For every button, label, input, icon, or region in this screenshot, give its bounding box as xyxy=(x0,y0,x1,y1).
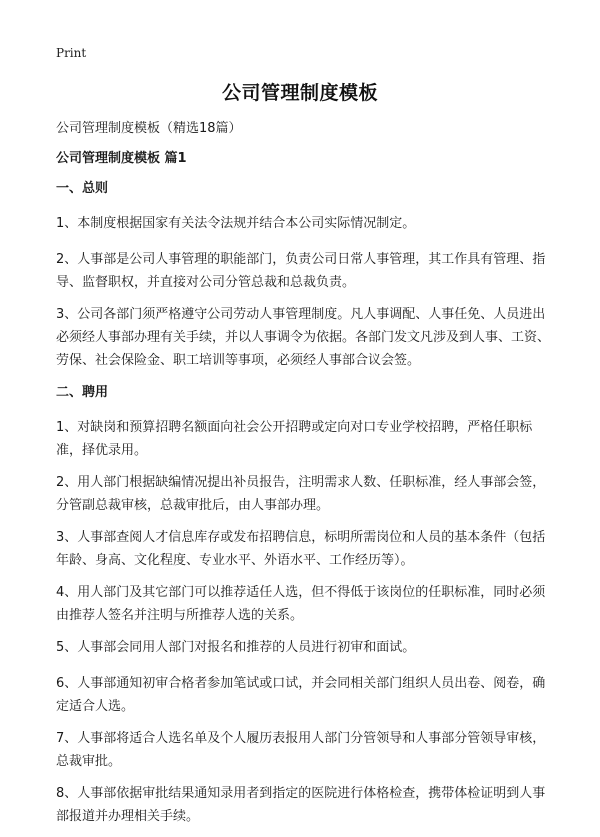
document-subtitle: 公司管理制度模板（精选18篇） xyxy=(56,121,242,136)
paragraph: 1、对缺岗和预算招聘名额面向社会公开招聘或定向对口专业学校招聘，严格任职标准，择优录用。 xyxy=(56,420,533,458)
section-heading-hiring: 二、聘用 xyxy=(56,385,109,400)
paragraph: 8、人事部依据审批结果通知录用者到指定的医院进行体格检查，携带体检证明到人事部报道并办理相关手续。 xyxy=(56,786,546,824)
page-title: 公司管理制度模板 xyxy=(221,82,378,104)
paragraph: 2、用人部门根据缺编情况提出补员报告，注明需求人数、任职标准，经人事部会签，分管副总裁审核，总裁审批后，由人事部办理。 xyxy=(56,475,546,513)
paragraph: 3、公司各部门须严格遵守公司劳动人事管理制度。凡人事调配、人事任免、人员进出必须经人事部办理有关手续，并以人事调令为依据。各部门发文凡涉及到人事、工资、劳保、社会保险金、职工培训等事项，必须经人事部合议会签。 xyxy=(56,307,551,368)
article-heading: 公司管理制度模板 篇1 xyxy=(56,151,187,166)
paragraph: 2、人事部是公司人事管理的职能部门，负责公司日常人事管理，其工作具有管理、指导、监督职权，并直接对公司分管总裁和总裁负责。 xyxy=(56,252,546,290)
print-link[interactable]: Print xyxy=(56,46,87,60)
paragraph: 7、人事部将适合人选名单及个人履历表报用人部门分管领导和人事部分管领导审核，总裁审批。 xyxy=(56,731,546,769)
paragraph: 4、用人部门及其它部门可以推荐适任人选，但不得低于该岗位的任职标准，同时必须由推荐人签名并注明与所推荐人选的关系。 xyxy=(56,585,546,623)
paragraph: 3、人事部查阅人才信息库存或发布招聘信息，标明所需岗位和人员的基本条件（包括年龄、身高、文化程度、专业水平、外语水平、工作经历等）。 xyxy=(56,530,546,568)
paragraph: 5、人事部会同用人部门对报名和推荐的人员进行初审和面试。 xyxy=(56,640,416,655)
section-heading-general: 一、总则 xyxy=(56,181,109,196)
paragraph: 6、人事部通知初审合格者参加笔试或口试，并会同相关部门组织人员出卷、阅卷，确定适合人选。 xyxy=(56,676,546,714)
document-body xyxy=(56,122,552,837)
paragraph: 1、本制度根据国家有关法令法规并结合本公司实际情况制定。 xyxy=(56,216,416,231)
